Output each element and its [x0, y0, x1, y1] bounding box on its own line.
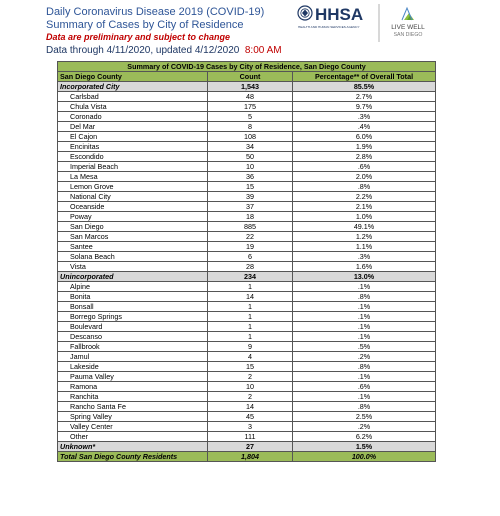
row-name-cell: Rancho Santa Fe: [58, 402, 208, 412]
row-count-cell: 14: [208, 292, 293, 302]
row-name-cell: Fallbrook: [58, 342, 208, 352]
row-count-cell: 10: [208, 162, 293, 172]
table-row: [58, 362, 436, 372]
table-row: [58, 322, 436, 332]
row-percentage-cell: .2%: [293, 422, 436, 432]
hhsa-logo-subtext: HEALTH AND HUMAN SERVICES AGENCY: [298, 25, 360, 29]
table-row: [58, 192, 436, 202]
table-row: [58, 242, 436, 252]
row-count-cell: 9: [208, 342, 293, 352]
county-seal-icon: [298, 6, 312, 20]
row-name-cell: Ranchita: [58, 392, 208, 402]
data-date-line: [46, 45, 282, 56]
row-count-cell: 8: [208, 122, 293, 132]
row-name-cell: Chula Vista: [58, 102, 208, 112]
row-count-cell: 885: [208, 222, 293, 232]
row-name-cell: Valley Center: [58, 422, 208, 432]
row-percentage-cell: .1%: [293, 302, 436, 312]
row-percentage-cell: .1%: [293, 392, 436, 402]
table-row: [58, 232, 436, 242]
live-well-mark-icon: [402, 8, 414, 20]
update-time: 8:00 AM: [244, 45, 282, 56]
row-percentage-cell: 1.6%: [293, 262, 436, 272]
row-count-cell: 48: [208, 92, 293, 102]
table-row: [58, 112, 436, 122]
row-name-cell: La Mesa: [58, 172, 208, 182]
row-name-cell: Poway: [58, 212, 208, 222]
report-subtitle: Summary of Cases by City of Residence: [46, 19, 244, 31]
row-name-cell: Descanso: [58, 332, 208, 342]
table-row: [58, 372, 436, 382]
row-name-cell: Lakeside: [58, 362, 208, 372]
row-name-cell: Alpine: [58, 282, 208, 292]
row-count-cell: 28: [208, 262, 293, 272]
row-percentage-cell: .1%: [293, 312, 436, 322]
row-name-cell: Bonsall: [58, 302, 208, 312]
row-count-cell: 2: [208, 372, 293, 382]
row-name-cell: Imperial Beach: [58, 162, 208, 172]
row-count-cell: 19: [208, 242, 293, 252]
row-percentage-cell: 9.7%: [293, 102, 436, 112]
table-row: [58, 402, 436, 412]
row-count-cell: 39: [208, 192, 293, 202]
row-name-cell: El Cajon: [58, 132, 208, 142]
table-row: [58, 292, 436, 302]
table-row: [58, 382, 436, 392]
row-count-cell: 18: [208, 212, 293, 222]
row-name-cell: Boulevard: [58, 322, 208, 332]
table-row: [58, 212, 436, 222]
row-name-cell: Unincorporated: [58, 272, 208, 282]
table-title-row: [58, 62, 436, 72]
table-row: [58, 202, 436, 212]
row-percentage-cell: 2.0%: [293, 172, 436, 182]
row-percentage-cell: .1%: [293, 332, 436, 342]
row-percentage-cell: 1.1%: [293, 242, 436, 252]
row-name-cell: Incorporated City: [58, 82, 208, 92]
row-count-cell: 34: [208, 142, 293, 152]
table-row: [58, 392, 436, 402]
row-name-cell: Solana Beach: [58, 252, 208, 262]
row-name-cell: Borrego Springs: [58, 312, 208, 322]
row-percentage-cell: .1%: [293, 282, 436, 292]
row-name-cell: Encinitas: [58, 142, 208, 152]
row-percentage-cell: .8%: [293, 362, 436, 372]
row-percentage-cell: 1.5%: [293, 442, 436, 452]
row-percentage-cell: .1%: [293, 372, 436, 382]
row-count-cell: 1: [208, 282, 293, 292]
row-name-cell: Santee: [58, 242, 208, 252]
row-name-cell: Bonita: [58, 292, 208, 302]
table-row: [58, 412, 436, 422]
row-count-cell: 6: [208, 252, 293, 262]
row-count-cell: 1: [208, 332, 293, 342]
row-count-cell: 10: [208, 382, 293, 392]
table-row: [58, 352, 436, 362]
row-name-cell: National City: [58, 192, 208, 202]
row-percentage-cell: .8%: [293, 292, 436, 302]
row-percentage-cell: 2.2%: [293, 192, 436, 202]
row-percentage-cell: 1.2%: [293, 232, 436, 242]
row-percentage-cell: .8%: [293, 182, 436, 192]
row-percentage-cell: 100.0%: [293, 452, 436, 462]
row-count-cell: 15: [208, 362, 293, 372]
table-row: [58, 282, 436, 292]
row-count-cell: 234: [208, 272, 293, 282]
row-percentage-cell: 13.0%: [293, 272, 436, 282]
report-title: Daily Coronavirus Disease 2019 (COVID-19): [46, 6, 265, 18]
row-count-cell: 50: [208, 152, 293, 162]
row-name-cell: Pauma Valley: [58, 372, 208, 382]
table-row: [58, 152, 436, 162]
row-percentage-cell: .3%: [293, 252, 436, 262]
row-percentage-cell: 1.0%: [293, 212, 436, 222]
col-header-count: Count: [208, 72, 293, 82]
table-group-row: [58, 82, 436, 92]
row-count-cell: 36: [208, 172, 293, 182]
col-header-county: San Diego County: [58, 72, 208, 82]
row-percentage-cell: 49.1%: [293, 222, 436, 232]
table-row: [58, 92, 436, 102]
table-row: [58, 102, 436, 112]
row-percentage-cell: .5%: [293, 342, 436, 352]
row-percentage-cell: 1.9%: [293, 142, 436, 152]
row-name-cell: Carlsbad: [58, 92, 208, 102]
row-count-cell: 5: [208, 112, 293, 122]
row-name-cell: San Marcos: [58, 232, 208, 242]
row-name-cell: Coronado: [58, 112, 208, 122]
row-percentage-cell: .4%: [293, 122, 436, 132]
row-percentage-cell: 2.1%: [293, 202, 436, 212]
row-count-cell: 175: [208, 102, 293, 112]
row-percentage-cell: 2.8%: [293, 152, 436, 162]
row-count-cell: 45: [208, 412, 293, 422]
table-row: [58, 432, 436, 442]
row-percentage-cell: .2%: [293, 352, 436, 362]
row-percentage-cell: .1%: [293, 322, 436, 332]
row-name-cell: Oceanside: [58, 202, 208, 212]
row-percentage-cell: .6%: [293, 162, 436, 172]
row-count-cell: 108: [208, 132, 293, 142]
hhsa-logo-text: HHSA: [315, 5, 364, 24]
live-well-logo: [378, 2, 438, 46]
table-row: [58, 252, 436, 262]
table-title: Summary of COVID-19 Cases by City of Residence, San Diego County: [58, 62, 436, 72]
table-row: [58, 162, 436, 172]
table-row: [58, 132, 436, 142]
live-well-line-1: LIVE WELL: [391, 24, 425, 31]
row-count-cell: 1,804: [208, 452, 293, 462]
table-header-row: [58, 72, 436, 82]
row-count-cell: 1,543: [208, 82, 293, 92]
row-name-cell: Vista: [58, 262, 208, 272]
table-total-row: [58, 452, 436, 462]
table-row: [58, 312, 436, 322]
row-count-cell: 22: [208, 232, 293, 242]
row-count-cell: 2: [208, 392, 293, 402]
row-percentage-cell: .6%: [293, 382, 436, 392]
col-header-percentage: Percentage** of Overall Total: [293, 72, 436, 82]
row-count-cell: 15: [208, 182, 293, 192]
row-name-cell: Ramona: [58, 382, 208, 392]
table-row: [58, 122, 436, 132]
live-well-line-2: SAN DIEGO: [393, 32, 423, 38]
preliminary-warning: Data are preliminary and subject to change: [46, 32, 231, 42]
table-row: [58, 262, 436, 272]
row-percentage-cell: 6.2%: [293, 432, 436, 442]
cases-by-city-table: [57, 61, 436, 462]
row-percentage-cell: 2.7%: [293, 92, 436, 102]
table-row: [58, 332, 436, 342]
row-name-cell: Other: [58, 432, 208, 442]
row-count-cell: 3: [208, 422, 293, 432]
table-row: [58, 142, 436, 152]
row-name-cell: Jamul: [58, 352, 208, 362]
table-group-row: [58, 272, 436, 282]
table-row: [58, 172, 436, 182]
table-row: [58, 182, 436, 192]
table-row: [58, 302, 436, 312]
row-percentage-cell: .8%: [293, 402, 436, 412]
row-count-cell: 111: [208, 432, 293, 442]
row-percentage-cell: 6.0%: [293, 132, 436, 142]
table-row: [58, 342, 436, 352]
row-count-cell: 27: [208, 442, 293, 452]
row-count-cell: 14: [208, 402, 293, 412]
row-percentage-cell: .3%: [293, 112, 436, 122]
row-percentage-cell: 85.5%: [293, 82, 436, 92]
table-row: [58, 422, 436, 432]
row-name-cell: Del Mar: [58, 122, 208, 132]
row-count-cell: 37: [208, 202, 293, 212]
row-name-cell: Escondido: [58, 152, 208, 162]
row-count-cell: 1: [208, 322, 293, 332]
row-percentage-cell: 2.5%: [293, 412, 436, 422]
row-name-cell: Lemon Grove: [58, 182, 208, 192]
row-count-cell: 1: [208, 302, 293, 312]
row-count-cell: 1: [208, 312, 293, 322]
row-name-cell: Unknown*: [58, 442, 208, 452]
table-row: [58, 222, 436, 232]
row-name-cell: San Diego: [58, 222, 208, 232]
row-name-cell: Spring Valley: [58, 412, 208, 422]
table-group-row: [58, 442, 436, 452]
row-name-cell: Total San Diego County Residents: [58, 452, 208, 462]
data-date-text: Data through 4/11/2020, updated 4/12/2020: [46, 45, 240, 56]
row-count-cell: 4: [208, 352, 293, 362]
